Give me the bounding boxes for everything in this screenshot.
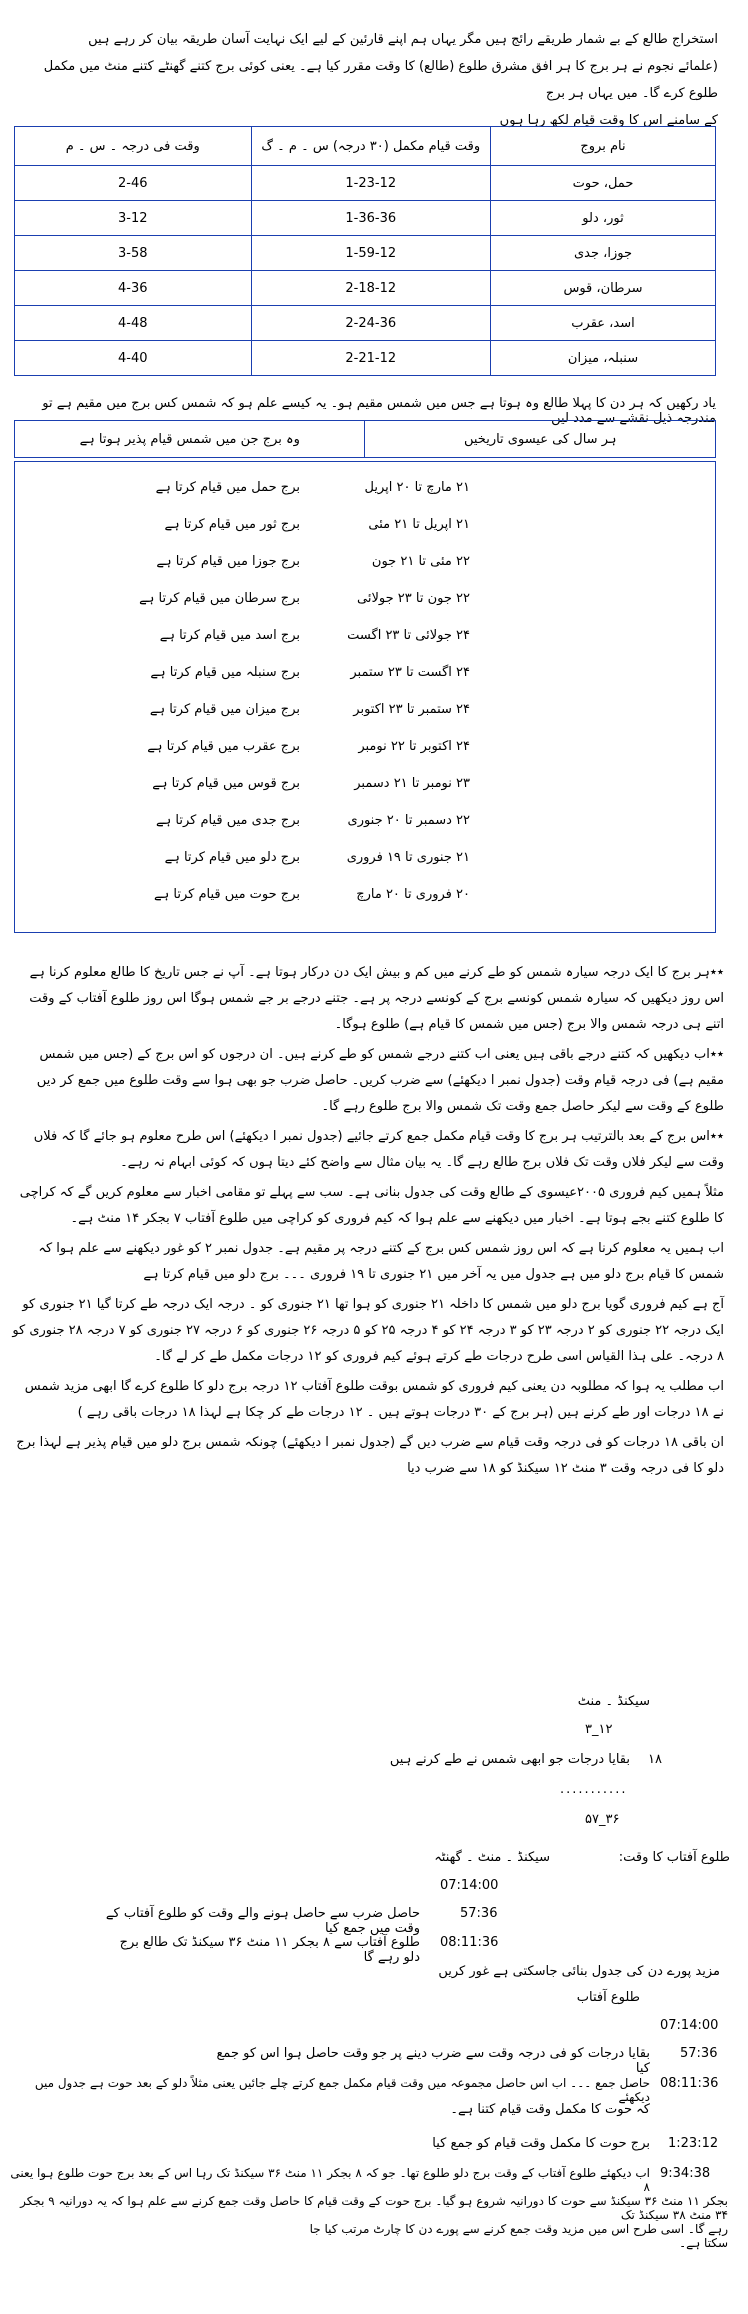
sun-sign: برج سرطان میں قیام کرتا ہے (139, 591, 300, 606)
sum-time-2-label: حاصل جمع ۔۔۔ اب اس حاصل مجموعہ میں وقت قیام مکمل جمع کرتے چلے جائیں یعنی مثلاً دلو کے بعد حوت ہے جدول میں دیکھئے (34, 2076, 650, 2104)
full-time: 1-59-12 (251, 236, 491, 271)
paragraph: آج ہے کیم فروری گویا برج دلو میں شمس کا داخلہ ۲۱ جنوری کو ہوا تھا ۲۱ جنوری کو ۔ درجہ ایک درجہ طے کرتا گیا ۲۱ جنوری کو ایک درجہ ۲۲ جنوری کو ۲ درجہ ۲۳ کو ۳ درجہ ۲۴ کو ۴ درجہ ۲۵ کو ۵ درجہ ۲۶ جنوری کو ۶ درجہ ۲۷ جنوری کو ۷ درجہ ۲۸ جنوری کو ۸ درجہ۔ علی ہذا القیاس اسی طرح درجات طے کرتے ہوئے کیم فروری کو ۱۲ درجات مکمل طے کر لے گا۔ (12, 1297, 724, 1364)
pisces-time: 1:23:12 (668, 2136, 719, 2151)
table-row (15, 887, 715, 915)
sunrise-title: طلوع آفتاب کا وقت: (618, 1850, 730, 1865)
intro-line-1: استخراج طالع کے بے شمار طریقے رائج ہیں مگر یہاں ہم اپنے قارئین کے لیے ایک نہایت آسان طریقہ بیان کر رہے ہیں (88, 32, 718, 47)
date-range: ۲۱ اپریل تا ۲۱ مئی (368, 517, 470, 532)
per-degree: 3-58 (15, 236, 252, 271)
sunrise-label: طلوع آفتاب (576, 1990, 640, 2005)
full-time: 1-23-12 (251, 166, 491, 201)
closing-line-1: بجکر ۱۱ منٹ ۳۶ سیکنڈ سے حوت کا دورانیہ شروع ہو گیا۔ برج حوت کے وقت قیام کا حاصل وقت جمع کرنے سے علم ہوا کہ یہ دورانیہ ۹ بجکر ۳۴ منٹ ۳۸ سیکنڈ تک (20, 2194, 728, 2222)
product-value: ۵۷_۳۶ (585, 1812, 620, 1827)
table-row (15, 776, 715, 804)
table-row (15, 850, 715, 878)
product-time-2-label: بقایا درجات کو فی درجہ وقت سے ضرب دینے پر جو وقت حاصل ہوا اس کو جمع کیا (216, 2046, 650, 2076)
table-row (15, 480, 715, 508)
header-signs: وہ برج جن میں شمس قیام پذیر ہوتا ہے (15, 421, 365, 458)
table-row (15, 341, 716, 376)
sun-sign-table-header (14, 420, 716, 458)
header-sign-name: نام بروج (491, 127, 716, 166)
unit-smh: سیکنڈ ۔ منٹ ۔ گھنٹہ (434, 1850, 550, 1865)
sun-sign: برج جوزا میں قیام کرتا ہے (156, 554, 300, 569)
sunrise-time-2: 07:14:00 (660, 2018, 719, 2033)
sun-sign: برج ثور میں قیام کرتا ہے (164, 517, 300, 532)
sun-sign: برج سنبلہ میں قیام کرتا ہے (150, 665, 300, 680)
pisces-time-label: برج حوت کا مکمل وقت قیام کو جمع کیا (432, 2136, 650, 2151)
intro-line-3: کے سامنے اس کا وقت قیام لکھ رہا ہوں (499, 113, 718, 128)
per-degree: 2-46 (15, 166, 252, 201)
header-dates: ہر سال کی عیسوی تاریخیں (365, 421, 716, 458)
date-range: ۲۲ جون تا ۲۳ جولائی (357, 591, 470, 606)
date-range: ۲۰ فروری تا ۲۰ مارچ (356, 887, 470, 902)
table-row (15, 271, 716, 306)
table-row (15, 665, 715, 693)
full-time: 1-36-36 (251, 201, 491, 236)
date-range: ۲۴ اگست تا ۲۳ ستمبر (350, 665, 470, 680)
closing-line-2: رہے گا۔ اسی طرح اس میں مزید وقت جمع کرنے سے پورے دن کا چارٹ مرتب کیا جا سکتا ہے۔ (309, 2222, 728, 2250)
product-time-label: حاصل ضرب سے حاصل ہونے والے وقت کو طلوع آفتاب کے وقت میں جمع کیا (105, 1906, 420, 1936)
sign-name: اسد، عقرب (491, 306, 716, 341)
intro-line-2: (علمائے نجوم نے ہر برج کا ہر افق مشرق طلوع (طالع) کا وقت مقرر کیا ہے۔ یعنی کوئی برج کتنے گھنٹے کتنے منٹ میں مکمل طلوع کرے گا۔ میں یہاں ہر برج (43, 59, 718, 101)
table-row (15, 591, 715, 619)
sun-sign: برج عقرب میں قیام کرتا ہے (147, 739, 300, 754)
paragraph: مثلاً ہمیں کیم فروری ۲۰۰۵عیسوی کے طالع وقت کی جدول بنانی ہے۔ سب سے پہلے تو مقامی اخبار سے معلوم کریں گے کہ کراچی کا طلوع کتنے بجے ہوتا ہے۔ اخبار میں دیکھنے سے علم ہوا کہ کیم فروری کو کراچی میں طلوع آفتاب ۷ بجکر ۱۴ منٹ ہے۔ (19, 1185, 724, 1226)
table-row (15, 554, 715, 582)
intro-text (20, 26, 718, 134)
table-row (15, 166, 716, 201)
table-row (15, 236, 716, 271)
explanation-text (12, 960, 724, 1486)
table-row (15, 306, 716, 341)
paragraph: اب ہمیں یہ معلوم کرنا ہے کہ اس روز شمس کس برج کے کتنے درجہ پر مقیم ہے۔ جدول نمبر ۲ کو غور دیکھنے سے علم ہوا کہ شمس کا قیام برج دلو میں ہے جدول میں یہ آخر میں ۲۱ جنوری تا ۱۹ فروری ۔۔۔ برج دلو میں قیام کرتا ہے (38, 1241, 724, 1282)
sun-sign: برج حمل میں قیام کرتا ہے (155, 480, 300, 495)
product-time-2: 57:36 (680, 2046, 718, 2061)
table-row (15, 739, 715, 767)
sun-sign: برج حوت میں قیام کرتا ہے (154, 887, 300, 902)
per-degree: 4-40 (15, 341, 252, 376)
full-time: 2-18-12 (251, 271, 491, 306)
sun-sign: برج میزان میں قیام کرتا ہے (149, 702, 300, 717)
sun-sign: برج اسد میں قیام کرتا ہے (159, 628, 300, 643)
paragraph: اب مطلب یہ ہوا کہ مطلوبہ دن یعنی کیم فروری کو شمس بوقت طلوع آفتاب ۱۲ درجہ برج دلو کا طلوع کرے گا ابھی مزید شمس نے ۱۸ درجات اور طے کرنے ہیں (ہر برج کے ۳۰ درجات ہوتے ہیں ۔ ۱۲ درجات طے کر چکا ہے لہذا ۱۸ درجات باقی رہے ) (24, 1379, 724, 1420)
final-time-label: اب دیکھئے طلوع آفتاب کے وقت برج دلو طلوع تھا۔ جو کہ ۸ بجکر ۱۱ منٹ ۳۶ سیکنڈ تک رہا اس کے بعد برج حوت طلوع ہوا یعنی ۸ (10, 2166, 650, 2194)
table-row (15, 201, 716, 236)
date-range: ۲۴ جولائی تا ۲۳ اگست (347, 628, 470, 643)
date-range: ۲۳ نومبر تا ۲۱ دسمبر (354, 776, 470, 791)
full-time: 2-21-12 (251, 341, 491, 376)
paragraph: ٭٭اب دیکھیں کہ کتنے درجے باقی ہیں یعنی اب کتنے درجے شمس کو طے کرنے ہیں۔ ان درجوں کو اس برج کے (جس میں شمس مقیم ہے) فی درجہ قیام وقت (جدول نمبر ا دیکھئے) سے ضرب کریں۔ حاصل ضرب جو بھی ہوا سے وقت طلوع میں جمع کر دیں طلوع کے وقت سے لیکر حاصل جمع وقت تک شمس والا برج طلوع رہے گا۔ (36, 1047, 724, 1114)
date-range: ۲۲ مئی تا ۲۱ جون (371, 554, 470, 569)
sum-time: 08:11:36 (440, 1935, 499, 1950)
sun-sign: برج جدی میں قیام کرتا ہے (156, 813, 300, 828)
sum-time-2: 08:11:36 (660, 2076, 719, 2091)
rising-time-table (14, 126, 716, 376)
date-range: ۲۴ ستمبر تا ۲۳ اکتوبر (353, 702, 470, 717)
sun-sign: برج دلو میں قیام کرتا ہے (164, 850, 300, 865)
sun-sign-note: یاد رکھیں کہ ہر دن کا پہلا طالع وہ ہوتا ہے جس میں شمس مقیم ہو۔ یہ کیسے علم ہو کہ شمس کس برج میں مقیم ہے تو مندرجہ ذیل نقشے سے مدد لیں (42, 396, 716, 426)
table-row (15, 702, 715, 730)
table-header-row (15, 127, 716, 166)
divider-dots: ........... (560, 1782, 628, 1797)
sign-name: سنبلہ، میزان (491, 341, 716, 376)
sign-name: سرطان، قوس (491, 271, 716, 306)
remaining-degrees-value: ۱۸ (648, 1752, 662, 1767)
table-row (15, 517, 715, 545)
full-day-note: مزید پورے دن کی جدول بنائی جاسکتی ہے غور کریں (438, 1964, 720, 1979)
date-range: ۲۲ دسمبر تا ۲۰ جنوری (347, 813, 470, 828)
date-range: ۲۴ اکتوبر تا ۲۲ نومبر (358, 739, 470, 754)
table-row (15, 628, 715, 656)
per-degree-value: ۳_۱۲ (585, 1722, 613, 1737)
per-degree: 4-48 (15, 306, 252, 341)
date-range: ۲۱ جنوری تا ۱۹ فروری (346, 850, 470, 865)
paragraph: ٭٭ہر برج کا ایک درجہ سیارہ شمس کو طے کرنے میں کم و بیش ایک دن درکار ہوتا ہے۔ آپ نے جس تاریخ کا طالع معلوم کرنا ہے اس روز دیکھیں کہ سیارہ شمس کونسے برج کے کونسے درجہ پر ہے۔ جتنے درجے بر جے شمس ہوگا اس روز طلوع آفتاب کے وقت اتنے ہی درجہ شمس والا برج (جس میں شمس کا قیام ہے) طلوع ہوگا۔ (29, 965, 724, 1032)
remaining-degrees-label: بقایا درجات جو ابھی شمس نے طے کرنے ہیں (389, 1752, 630, 1767)
date-range: ۲۱ مارچ تا ۲۰ اپریل (364, 480, 470, 495)
sun-sign: برج قوس میں قیام کرتا ہے (152, 776, 300, 791)
sign-name: ثور، دلو (491, 201, 716, 236)
product-time: 57:36 (460, 1906, 498, 1921)
header-per-degree: وقت فی درجہ ۔ س ۔ م (15, 127, 252, 166)
table-row (15, 813, 715, 841)
sun-sign-table-body (14, 461, 716, 933)
per-degree: 3-12 (15, 201, 252, 236)
sunrise-time: 07:14:00 (440, 1878, 499, 1893)
sign-name: جوزا، جدی (491, 236, 716, 271)
sum-time-label: طلوع آفتاب سے ۸ بجکر ۱۱ منٹ ۳۶ سیکنڈ تک طالع برج دلو رہے گا (119, 1935, 420, 1965)
header-full-time: وقت قیام مکمل (۳۰ درجہ) س ۔ م ۔ گ (251, 127, 491, 166)
table-header-row (15, 421, 716, 458)
per-degree: 4-36 (15, 271, 252, 306)
sign-name: حمل، حوت (491, 166, 716, 201)
full-time: 2-24-36 (251, 306, 491, 341)
paragraph: ان باقی ۱۸ درجات کو فی درجہ وقت قیام سے ضرب دیں گے (جدول نمبر ا دیکھئے) چونکہ شمس برج دلو میں قیام پذیر ہے لہذا برج دلو کا فی درجہ وقت ۳ منٹ ۱۲ سیکنڈ کو ۱۸ سے ضرب دیا (16, 1435, 724, 1476)
unit-seconds-minutes: سیکنڈ ۔ منٹ (577, 1694, 650, 1709)
sum-time-2-label-cont: کہ حوت کا مکمل وقت قیام کتنا ہے۔ (450, 2102, 650, 2117)
paragraph: ٭٭اس برج کے بعد بالترتیب ہر برج کا وقت قیام مکمل جمع کرتے جائیے (جدول نمبر ا دیکھئے) اس طرح معلوم ہو جائے گا کہ فلاں وقت سے لیکر فلاں وقت تک فلاں برج طالع رہے گا۔ یہ بیان مثال سے واضح کئے دیتا ہوں کہ کوئی ابہام نہ رہے۔ (33, 1129, 724, 1170)
final-time: 9:34:38 (660, 2166, 711, 2181)
